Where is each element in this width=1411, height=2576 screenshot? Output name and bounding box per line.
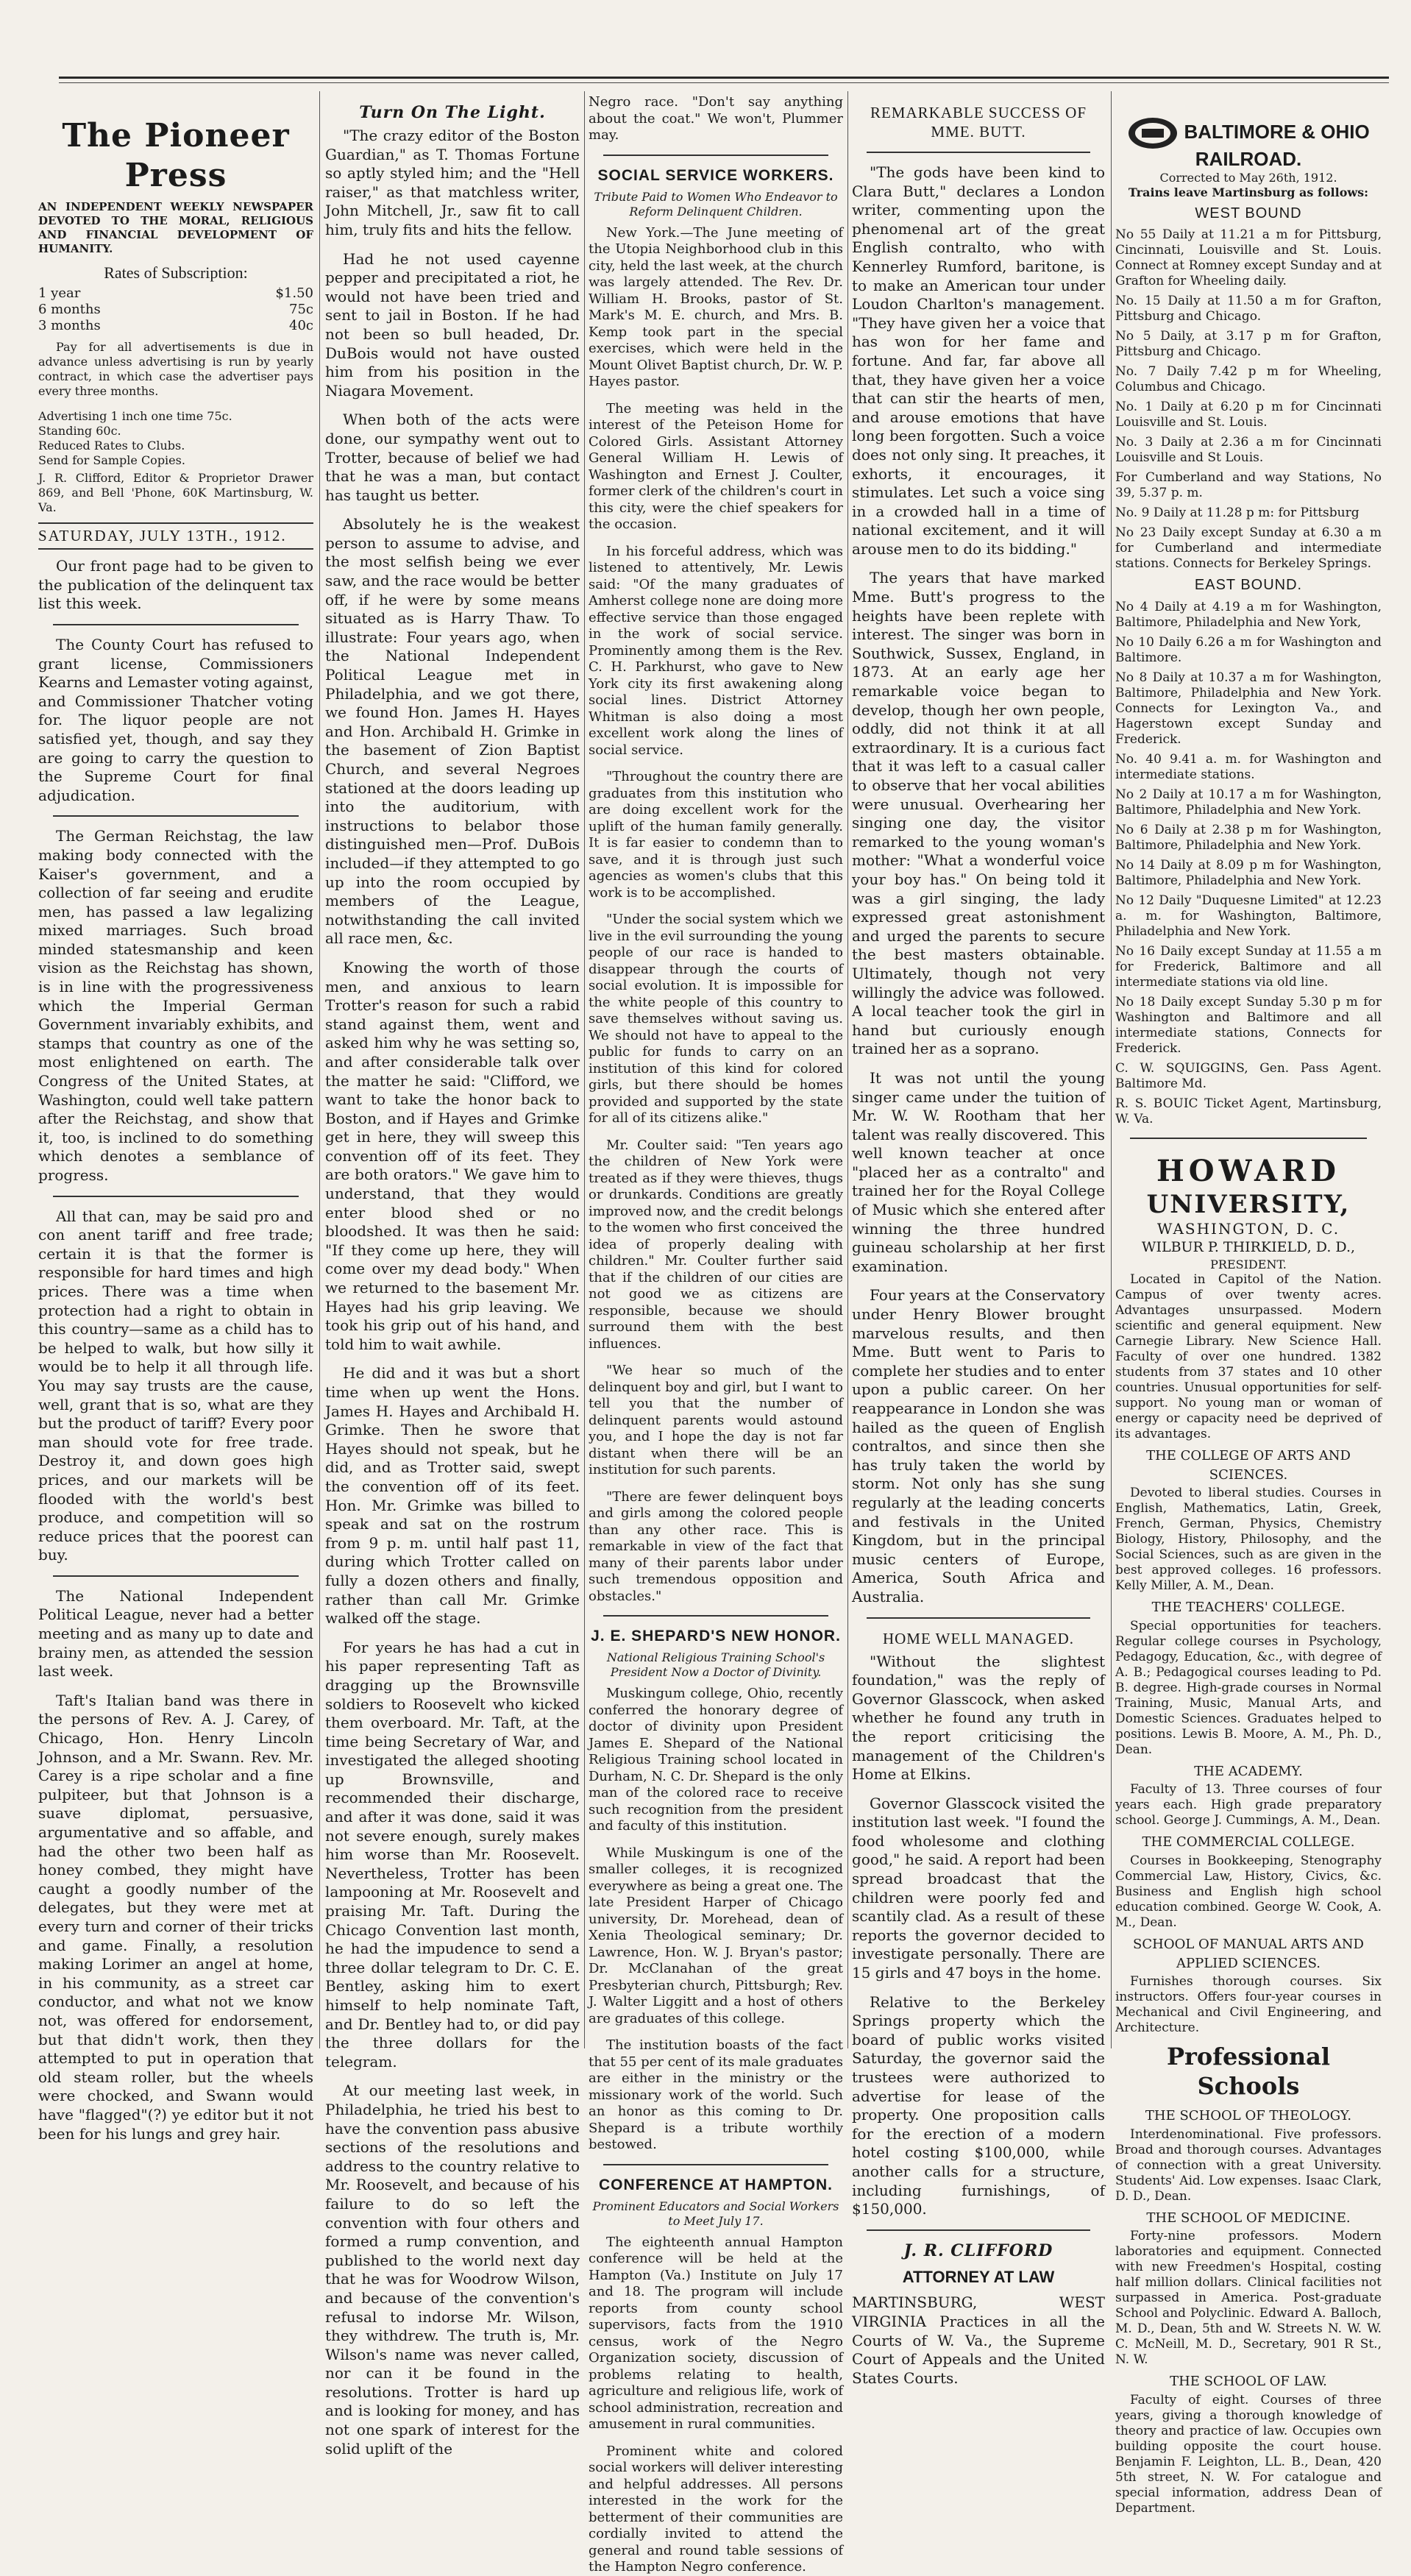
article-paragraph: Governor Glasscock visited the institution last week. "I found the food wholesome and clothing good," he said. A report had been spread broadcast that the children were poorly fed and scantily clad. As a result of these reports the governor decided to investigate personally. There are 15 girls and 47 boys in the home. <box>852 1794 1105 1982</box>
article-paragraph: The eighteenth annual Hampton conference will be held at the Hampton (Va.) Institute on July 17 and 18. The program will include reports from county school supervisors, facts from the 1910 census, work of the Negro Organization society, discussion of problems relating to health, agriculture and religious life, work of school administration, recreation and amusement in rural communities. <box>589 2234 843 2432</box>
school-heading: THE COMMERCIAL COLLEGE. <box>1142 1834 1355 1851</box>
article-paragraph: Prominent white and colored social workers will deliver interesting and helpful addresses. All persons interested in the work for the betterment of their communities are cordially invited to attend the general and round table sessions of the Hampton Negro conference. <box>589 2443 843 2575</box>
university-text: Courses in Bookkeeping, Stenography Commercial Law, History, Civics, &c. Business and English high school education combined. George W. Cook, A. M., Dean. <box>1115 1853 1382 1930</box>
rates-heading: Rates of Subscription: <box>104 263 248 282</box>
separator <box>53 624 299 625</box>
article-paragraph: Negro race. "Don't say anything about the coat." We won't, Plummer may. <box>589 94 843 143</box>
article-paragraph: Absolutely he is the weakest person to assume to advise, and the most selfish being we ever saw, and the race would be better off, if he were by some means situated as is Harry Thaw. To illustrate: Four years ago, when the National Independent Political League met in Philadelphia, and we got there, we found Hon. James H. Hayes and Hon. Archibald H. Grimke in the basement of Zion Baptist Church, and several Negroes stationed at the doors leading up into the auditorium, with instructions to belabor those distinguished men—Prof. DuBois included—if they attempted to go up into the room occupied by members of the League, notwithstanding the call invited all race men, &c. <box>325 515 580 948</box>
article-subheadline: Tribute Paid to Women Who Endeavor to Reform Delinquent Children. <box>594 189 838 219</box>
school-heading: THE SCHOOL OF MEDICINE. <box>1146 2210 1351 2226</box>
column-rule <box>1111 91 1112 2048</box>
article-paragraph: For years he has had a cut in his paper representing Taft as dragging up the Brownsville soldiers to Roosevelt who kicked them overboard. Mr. Taft, at the time being Secretary of War, and investigated the alleged shooting up Brownsville, and recommended their discharge, and after it was done, said it was not severe enough, surely makes him worse than Mr. Roosevelt. Nevertheless, Trotter has been lampooning at Mr. Roosevelt and praising Mr. Taft. During the Chicago Convention last month, he had the impudence to send a three dollar telegram to Dr. C. E. Bentley, asking him to exert himself to help nominate Taft, and Dr. Bentley had to, or did pay the three dollars for the telegram. <box>325 1638 580 2071</box>
column-rule <box>319 91 320 2048</box>
university-text: Faculty of eight. Courses of three years, giving a thorough knowledge of theory and practice of law. Occupies own building opposite the court house. Benjamin F. Leighton, LL. B., Dean, 420 5th street, N. W. For catalogue and special information, address Dean of Department. <box>1115 2392 1382 2516</box>
train-entry: No 55 Daily at 11.21 a m for Pittsburg, Cincinnati, Louisville and St. Louis. Connect at Romney except Sunday and at Grafton for Wheeling daily. <box>1115 227 1382 289</box>
separator <box>1130 1138 1367 1139</box>
school-heading: SCHOOL OF MANUAL ARTS AND APPLIED SCIENCES. <box>1133 1936 1364 1971</box>
east-bound-heading: EAST BOUND. <box>1194 577 1303 594</box>
masthead: The Pioneer Press <box>62 117 290 194</box>
editorial-paragraph: Taft's Italian band was there in the persons of Rev. A. J. Carey, of Chicago, Hon. Henry Lincoln Johnson, and a Mr. Swann. Rev. Mr. Carey is a ripe scholar and a fine pulpiteer, but that Johnson is a suave diplomat, persuasive, argumentative and so affable, and had the other two been half as honey combed, they might have caught a goodly number of the delegates, but they were met at every turn and corner of their tricks and game. Finally, a resolution making Lorimer an angel at home, in his community, as a street car conductor, and what not we know not, was offered for endorsement, but that didn't work, then they attempted to put in operation that old steam roller, but the wheels were chocked, and Swann would have "flagged"(?) ye editor but it not been for his lungs and grey hair. <box>38 1691 313 2143</box>
column-2 <box>325 94 580 2458</box>
train-entry: No. 3 Daily at 2.36 a m for Cincinnati Louisville and St Louis. <box>1115 435 1382 466</box>
article-paragraph: It was not until the young singer came under the tuition of Mr. W. W. Rootham that her talent was really discovered. This well known teacher at once "placed her as a contralto" and trained her for the Royal College of Music which she entered after winning the three hundred guineau scholarship at her first examination. <box>852 1068 1105 1275</box>
schedule-corrected: Corrected to May 26th, 1912. <box>1159 170 1337 185</box>
article-headline: SOCIAL SERVICE WORKERS. <box>597 166 834 184</box>
school-heading: THE SCHOOL OF THEOLOGY. <box>1145 2108 1352 2124</box>
article-paragraph: Knowing the worth of those men, and anxious to learn Trotter's reason for such a rabid stand against them, went and asked him why he was setting so, and after considerable talk over the matter he said: "Clifford, we want to take the honor back to Boston, and if Hayes and Grimke get in here, they will sweep this convention off of its feet. They are both orators." We gave him to understand, that they would enter blood shed or no bloodshed. It was then he said: "If they come up here, they will come over my dead body." When we returned to the basement Mr. Hayes had his grip leaving. We took his grip out of his hand, and told him to wait awhile. <box>325 958 580 1353</box>
masthead-tagline: AN INDEPENDENT WEEKLY NEWSPAPER DEVOTED TO THE MORAL, RELIGIOUS AND FINANCIAL DEVELOPMENT OF HUMANITY. <box>38 200 313 255</box>
rate-row: 1 year $1.50 <box>38 285 313 301</box>
editor-info: J. R. Clifford, Editor & Proprietor Drawer 869, and Bell 'Phone, 60K Martinsburg, W. Va. <box>38 470 313 514</box>
column-4 <box>852 94 1105 2387</box>
railroad-emblem-icon <box>1127 116 1179 150</box>
separator <box>53 815 299 817</box>
university-city: WASHINGTON, D. C. <box>1156 1219 1340 1238</box>
separator <box>603 155 828 156</box>
advert-body: MARTINSBURG, WEST VIRGINIA Practices in all the Courts of W. Va., the Supreme Court of Appeals and the United States Courts. <box>852 2293 1105 2387</box>
article-paragraph: At our meeting last week, in Philadelphia, he tried his best to have the convention pass abusive sections of the resolutions and address to the country relative to Mr. Roosevelt, and because of his failure to do so left the convention with four others and formed a rump convention, and published to the world next day that he was for Woodrow Wilson, and because of the convention's refusal to indorse Mr. Wilson, they withdrew. The truth is, Mr. Wilson's name was never called, nor can it be found in the resolutions. Trotter is hard up and is looking for money, and has not one spark of interest for the solid uplift of the <box>325 2082 580 2458</box>
editorial-paragraph: The County Court has refused to grant license, Commissioners Kearns and Lemaster voting against, and Commissioner Thatcher voting for. The liquor people are not satisfied yet, though, and say they are going to carry the question to the Supreme Court for final adjudication. <box>38 635 313 804</box>
article-subheadline: Prominent Educators and Social Workers to Meet July 17. <box>592 2199 839 2228</box>
train-entry: No. 40 9.41 a. m. for Washington and intermediate stations. <box>1115 751 1382 782</box>
school-heading: THE SCHOOL OF LAW. <box>1170 2374 1327 2390</box>
article-headline: HOME WELL MANAGED. <box>882 1629 1075 1647</box>
editorial-paragraph: The National Independent Political League, never had a better meeting and as many up to date and brainy men, as attended the session last week. <box>38 1586 313 1681</box>
adv-line: Advertising 1 inch one time 75c. <box>38 408 232 423</box>
column-3 <box>589 94 843 2575</box>
separator <box>603 2164 828 2165</box>
train-entry: No. 7 Daily 7.42 p m for Wheeling, Columbus and Chicago. <box>1115 364 1382 395</box>
university-text: Forty-nine professors. Modern laboratories and equipment. Connected with new Freedmen's Hospital, costing half million dollars. Clinical facilities not surpassed in America. Post-graduate School and Polyclinic. Edward A. Balloch, M. D., Dean, 5th and W. Streets N. W. W. C. McNeill, M. D., Secretary, 901 R St., N. W. <box>1115 2229 1382 2368</box>
article-paragraph: The meeting was held in the interest of the Peteison Home for Colored Girls. Assistant Attorney General William H. Lewis of Washington and Ernest J. Coulter, former clerk of the children's court in this city, were the chief speakers for the occasion. <box>589 400 843 532</box>
article-paragraph: While Muskingum is one of the smaller colleges, it is recognized everywhere as being a great one. The late President Harper of Chicago university, Dr. Morehead, dean of Xenia Theological seminary; Dr. Lawrence, Hon. W. J. Bryan's pastor; Dr. McClanahan of the great Presbyterian church, Pittsburgh; Rev. J. Walter Liggitt and a host of others are graduates of this college. <box>589 1845 843 2026</box>
article-paragraph: He did and it was but a short time when up went the Hons. James H. Hayes and Archibald H. Grimke. Then he swore that Hayes should not speak, but he did, and as Trotter said, swept the convention off of its feet. Hon. Mr. Grimke was billed to speak and sat on the rostrum from 9 p. m. until half past 11, during which Trotter called on fully a dozen others and finally, rather than call Mr. Grimke walked off the stage. <box>325 1364 580 1628</box>
university-text: Faculty of 13. Three courses of four years each. High grade preparatory school. George J. Cummings, A. M., Dean. <box>1115 1782 1382 1828</box>
article-paragraph: "The gods have been kind to Clara Butt," declares a London writer, commenting upon the phenomenal art of the great English contralto, who with Kennerley Rumford, baritone, is to make an American tour under Loudon Charlton's management. "They have given her a voice that has won for her fame and fortune. And far, far above all that, they have given her a voice that can stir the hearts of men, and arouse emotions that have long been forgotten. Such a voice does not only sing. It preaches, it exhorts, it encourages, it stimulates. Let such a voice sing in a crowded hall in a time of national excitement, and it will arouse men to do its bidding." <box>852 163 1105 558</box>
article-headline: REMARKABLE SUCCESS OF MME. BUTT. <box>870 104 1087 141</box>
university-word: UNIVERSITY, <box>1146 1189 1351 1219</box>
article-paragraph: The years that have marked Mme. Butt's progress to the heights have been replete with interest. The singer was born in Southwick, Sussex, England, in 1873. At an early age her remarkable voice began to develop, though her own people, oddly, did not think it at all extraordinary. It is a curious fact that it was left to a casual caller to observe that her vocal abilities were unusual. Overhearing her singing one day, the visitor remarked to the young woman's mother: "What a wonderful voice your boy has." On being told it was a girl singing, the lady expressed great astonishment and urged the parents to secure the best masters obtainable. Ultimately, though not very willingly the advice was followed. A local teacher took the girl in hand but curiously enough trained her as a soprano. <box>852 569 1105 1058</box>
train-entry: For Cumberland and way Stations, No 39, 5.37 p. m. <box>1115 470 1382 501</box>
university-president: WILBUR P. THIRKIELD, D. D., <box>1141 1239 1356 1256</box>
article-paragraph: "Under the social system which we live in the evil surrounding the young people of our race is handed to disappear through the courts of social evolution. It is impossible for the white people of this country to save themselves without saving us. We should not have to appeal to the public for funds to carry on an institution of this kind for colored girls, but there should be homes provided and supported by the state for all of its citizens alike." <box>589 912 843 1126</box>
agent-line: R. S. BOUIC Ticket Agent, Martinsburg, W. Va. <box>1115 1096 1382 1126</box>
university-text: Interdenominational. Five professors. Broad and thorough courses. Advantages of connection with a great University. Students' Aid. Low expenses. Isaac Clark, D. D., Dean. <box>1115 2126 1382 2204</box>
train-entry: No 14 Daily at 8.09 p m for Washington, Baltimore, Philadelphia and New York. <box>1115 857 1382 888</box>
adv-line: Send for Sample Copies. <box>38 453 185 467</box>
article-paragraph: Had he not used cayenne pepper and precipitated a riot, he would not have been tried and sent to jail in Boston. If he had not been so bull headed, Dr. DuBois would not have ousted him from his position in the Niagara Movement. <box>325 249 580 400</box>
issue-date: SATURDAY, JULY 13TH., 1912. <box>38 522 313 550</box>
train-entry: No. 1 Daily at 6.20 p m for Cincinnati Louisville and St. Louis. <box>1115 400 1382 430</box>
article-headline: CONFERENCE AT HAMPTON. <box>599 2176 833 2193</box>
school-heading: THE ACADEMY. <box>1194 1763 1303 1779</box>
train-entry: No 4 Daily at 4.19 a m for Washington, Baltimore, Philadelphia and New York, <box>1115 599 1382 630</box>
article-subheadline: National Religious Training School's President Now a Doctor of Divinity. <box>606 1650 825 1679</box>
rates-note: Pay for all advertisements is due in advance unless advertising is run by yearly contract, in which case the advertiser pays every three months. <box>38 339 313 398</box>
article-paragraph: Muskingum college, Ohio, recently conferred the honorary degree of doctor of divinity upon President James E. Shepard of the National Religious Training school located in Durham, N. C. Dr. Shepard is the only man of the colored race to receive such recognition from the president and faculty of this institution. <box>589 1686 843 1834</box>
column-rule <box>584 91 585 2048</box>
advert-title: ATTORNEY AT LAW <box>902 2267 1055 2286</box>
top-border-rule-thin <box>59 82 1389 83</box>
article-paragraph: Relative to the Berkeley Springs property which the board of public works visited Saturday, the governor said the trustees were authorized to advertise for lease of the property. One proposition calls for the erection of a modern hotel costing $100,000, while another calls for a structure, including furnishings, of $150,000. <box>852 1993 1105 2218</box>
separator <box>53 1196 299 1197</box>
article-paragraph: When both of the acts were done, our sympathy went out to Trotter, because of belief we had that he was a man, but contact has taught us better. <box>325 411 580 504</box>
separator <box>867 1617 1090 1619</box>
article-paragraph: "Without the slightest foundation," was the reply of Governor Glasscock, when asked whether he found any truth in the report criticising the management of the Children's Home at Elkins. <box>852 1652 1105 1784</box>
article-paragraph: The institution boasts of the fact that 55 per cent of its male graduates are either in the ministry or the missionary work of the world. Such an honor as this coming to Dr. Shepard is a tribute worthily bestowed. <box>589 2037 843 2152</box>
railroad-title: BALTIMORE & OHIO RAILROAD. <box>1115 116 1382 169</box>
article-headline: Turn On The Light. <box>359 103 546 122</box>
separator <box>53 1575 299 1577</box>
article-paragraph: Four years at the Conservatory under Henry Blower brought marvelous results, and then Mme. Butt went to Paris to complete her studies and to enter upon a public career. On her reappearance in London she was hailed as the queen of English contraltos, and since then she has truly taken the world by storm. Not only has she sung regularly at the leading concerts and festivals in the United Kingdom, but in the principal music centers of Europe, America, South Africa and Australia. <box>852 1286 1105 1605</box>
rate-row: 6 months 75c <box>38 301 313 317</box>
article-paragraph: "The crazy editor of the Boston Guardian," as T. Thomas Fortune so aptly styled him; and the "Hell raiser," as that matchless writer, John Mitchell, Jr., saw fit to call him, truly fits and hits the fellow. <box>325 127 580 238</box>
article-paragraph: In his forceful address, which was listened to attentively, Mr. Lewis said: "Of the many graduates of Amherst college none are doing more effective service than those engaged in the work of social service. Prominently among them is the Rev. C. H. Parkhurst, who gave to New York city its first awakening along social lines. District Attorney Whitman is also doing a most excellent work along the lines of social service. <box>589 543 843 758</box>
university-text: Devoted to liberal studies. Courses in English, Mathematics, Latin, Greek, French, German, Physics, Chemistry Biology, History, Philosophy, and the Social Sciences, such as are given in the best approved colleges. 16 professors. Kelly Miller, A. M., Dean. <box>1115 1486 1382 1594</box>
separator <box>867 2229 1090 2231</box>
train-entry: No 18 Daily except Sunday 5.30 p m for Washington and Baltimore and all intermediate stations, Connects for Frederick. <box>1115 994 1382 1056</box>
train-entry: No 10 Daily 6.26 a m for Washington and Baltimore. <box>1115 634 1382 665</box>
adv-line: Reduced Rates to Clubs. <box>38 438 185 453</box>
train-entry: No 8 Daily at 10.37 a m for Washington, Baltimore, Philadelphia and New York. Connects for Lexington Va., and Hagerstown except Sunday and Frederick. <box>1115 670 1382 747</box>
university-name: HOWARD <box>1156 1153 1340 1188</box>
train-entry: No 16 Daily except Sunday at 11.55 a m for Frederick, Baltimore and all intermediate stations via old line. <box>1115 943 1382 990</box>
column-1 <box>38 94 313 2143</box>
train-entry: No 5 Daily, at 3.17 p m for Grafton, Pittsburg and Chicago. <box>1115 329 1382 360</box>
editorial-paragraph: Our front page had to be given to the publication of the delinquent tax list this week. <box>38 557 313 613</box>
president-title: PRESIDENT. <box>1210 1257 1287 1271</box>
train-entry: No. 15 Daily at 11.50 a m for Grafton, Pittsburg and Chicago. <box>1115 294 1382 324</box>
rate-row: 3 months 40c <box>38 317 313 333</box>
university-text: Located in Capitol of the Nation. Campus of over twenty acres. Advantages unsurpassed. Modern scientific and general equipment. New Carnegie Library. New Science Hall. Faculty of over one hundred. 1382 students from 37 states and 10 other countries. Unusual opportunities for self-support. No young man or woman of energy or capacity need be deprived of its advantages. <box>1115 1271 1382 1441</box>
train-entry: No. 9 Daily at 11.28 p m: for Pittsburg <box>1115 505 1360 521</box>
school-heading: THE COLLEGE OF ARTS AND SCIENCES. <box>1146 1447 1351 1483</box>
train-entry: No 23 Daily except Sunday at 6.30 a m for Cumberland and intermediate stations. Connects for Berkeley Springs. <box>1115 525 1382 572</box>
article-headline: J. E. SHEPARD'S NEW HONOR. <box>591 1628 841 1644</box>
article-paragraph: "We hear so much of the delinquent boy and girl, but I want to tell you that the number of delinquent parents would astound you, and I hope the day is not far distant when there will be an institution for such parents. <box>589 1363 843 1477</box>
schedule-intro: Trains leave Martinsburg as follows: <box>1128 185 1369 199</box>
train-entry: No 2 Daily at 10.17 a m for Washington, Baltimore, Philadelphia and New York. <box>1115 787 1382 817</box>
professional-schools-heading: Professional Schools <box>1166 2043 1331 2101</box>
west-bound-heading: WEST BOUND <box>1195 205 1302 221</box>
editorial-paragraph: All that can, may be said pro and con anent tariff and free trade; certain it is that the former is responsible for hard times and high prices. There was a time when protection had a right to obtain in this country—same as a child has to be helped to walk, but how silly it would be to help it all through life. You may say trusts are the cause, well, grant that is so, what are they but the product of tariff? Every poor man should vote for free trade. Destroy it, and down goes high prices, and our markets will be flooded with the world's best produce, and competition will so reduce prices that the poorest can buy. <box>38 1207 313 1564</box>
separator <box>603 1615 828 1617</box>
train-entry: No 12 Daily "Duquesne Limited" at 12.23 a. m. for Washington, Baltimore, Philadelphia and New York. <box>1115 893 1382 939</box>
editorial-paragraph: The German Reichstag, the law making body connected with the Kaiser's government, and a collection of far seeing and erudite men, has passed a law legalizing mixed marriages. Such broad minded statesmanship and keen vision as the Reichstag has shown, is in line with the progressiveness which the Imperial German Government invariably exhibits, and stamps that country as one of the most enlightened on earth. The Congress of the United States, at Washington, could well take pattern after the Reichstag, and show that it, too, is inclined to do something which denotes a semblance of progress. <box>38 827 313 1184</box>
adv-line: Standing 60c. <box>38 423 121 438</box>
column-5 <box>1115 94 1382 2516</box>
university-text: Special opportunities for teachers. Regular college courses in Psychology, Pedagogy, Education, &c., with degree of A. B.; Pedagogical courses leading to Pd. B. degree. High-grade courses in Normal Training, Music, Manual Arts, and Domestic Sciences. Graduates helped to positions. Lewis B. Moore, A. M., Ph. D., Dean. <box>1115 1618 1382 1757</box>
top-border-rule <box>59 77 1389 79</box>
train-entry: No 6 Daily at 2.38 p m for Washington, Baltimore, Philadelphia and New York. <box>1115 822 1382 853</box>
advert-name: J. R. CLIFFORD <box>903 2240 1053 2260</box>
school-heading: THE TEACHERS' COLLEGE. <box>1151 1600 1346 1616</box>
university-text: Furnishes thorough courses. Six instructors. Offers four-year courses in Mechanical and Civil Engineering, and Architecture. <box>1115 1974 1382 2036</box>
separator <box>867 152 1090 153</box>
column-rule <box>847 91 848 2048</box>
article-paragraph: "There are fewer delinquent boys and girls among the colored people than any other race. This is remarkable in view of the fact that many of their parents labor under such tremendous opposition and obstacles." <box>589 1489 843 1604</box>
article-paragraph: "Throughout the country there are graduates from this institution who are doing excellent work for the uplift of the human family generally. It is far easier to condemn than to save, and it is through just such agencies as women's clubs that this work is to be accomplished. <box>589 769 843 901</box>
article-paragraph: Mr. Coulter said: "Ten years ago the children of New York were treated as if they were thieves, thugs or drunkards. Conditions are greatly improved now, and the credit belongs to the women who first conceived the idea of properly dealing with children." Mr. Coulter further said that if the children of our cities are not good we as citizens are responsible, because we should surround them with the best influences. <box>589 1137 843 1352</box>
article-paragraph: New York.—The June meeting of the Utopia Neighborhood club in this city, held the last week, at the church was largely attended. The Rev. Dr. William H. Brooks, pastor of St. Mark's M. E. church, and Mrs. B. Kemp took part in the special exercises, which were held in the Mount Olivet Baptist church, Dr. W. P. Hayes pastor. <box>589 224 843 389</box>
agent-line: C. W. SQUIGGINS, Gen. Pass Agent. Baltimore Md. <box>1115 1060 1382 1091</box>
